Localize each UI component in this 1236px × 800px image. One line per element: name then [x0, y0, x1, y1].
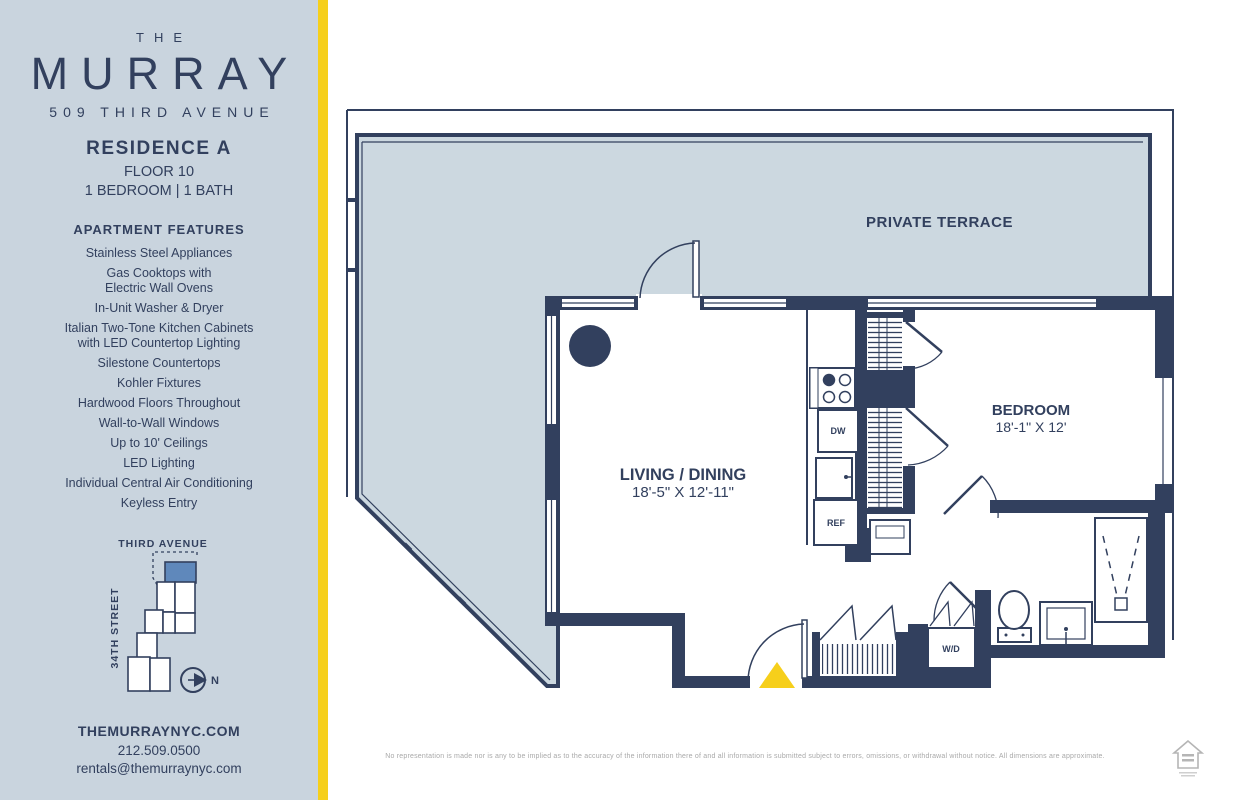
entry-door — [748, 620, 807, 688]
entry-closet — [820, 606, 896, 674]
refrigerator-icon — [814, 500, 858, 545]
living-label: LIVING / DINING — [619, 466, 747, 484]
residence-title: RESIDENCE A — [86, 138, 232, 159]
feature-line: Italian Two-Tone Kitchen Cabinets — [64, 321, 254, 335]
brand-name: MURRAY — [30, 48, 301, 99]
dining-table-icon — [569, 325, 611, 367]
living-dims: 18'-5" X 12'-11" — [632, 484, 734, 501]
terrace-label: PRIVATE TERRACE — [866, 214, 1013, 231]
contact-website[interactable]: THEMURRAYNYC.COM — [77, 723, 241, 739]
sink-vanity-icon — [1040, 602, 1092, 645]
feature-line: Hardwood Floors Throughout — [77, 396, 241, 410]
compass-north-label: N — [211, 675, 219, 687]
feature-line: Silestone Countertops — [97, 356, 221, 370]
brand-the: THE — [136, 30, 192, 45]
accent-stripe — [318, 0, 328, 800]
apartment-features — [0, 222, 318, 510]
residence-header — [0, 138, 318, 199]
disclaimer: No representation is made nor is any to be implied as to the accuracy of the information there of and all information is submitted subject to errors, omissions, or withdrawal without notice. All dimensions are approximate. — [385, 753, 1105, 760]
contact-email[interactable]: rentals@themurraynyc.com — [76, 761, 242, 776]
feature-line: Individual Central Air Conditioning — [65, 476, 253, 490]
feature-line: with LED Countertop Lighting — [77, 336, 241, 350]
feature-line: Kohler Fixtures — [116, 376, 202, 390]
dishwasher-icon — [818, 410, 858, 452]
shower-icon — [1095, 518, 1147, 622]
location-map — [55, 533, 275, 703]
bathroom — [998, 518, 1147, 645]
feature-line: Electric Wall Ovens — [105, 281, 213, 295]
map-residence-highlight — [165, 562, 196, 583]
ref-label: REF — [827, 518, 845, 528]
feature-line: LED Lighting — [123, 456, 195, 470]
feature-line: In-Unit Washer & Dryer — [94, 301, 224, 315]
contact-block — [0, 723, 318, 776]
entry-marker-icon — [759, 662, 795, 688]
map-avenue-label: THIRD AVENUE — [118, 538, 208, 550]
sidebar — [0, 0, 318, 800]
bedroom-label: BEDROOM — [991, 402, 1071, 419]
feature-line: Gas Cooktops with — [106, 266, 212, 280]
range-icon — [810, 368, 855, 408]
residence-floor: FLOOR 10 — [123, 164, 195, 180]
compass-icon — [181, 668, 219, 692]
bifold-door — [820, 606, 896, 640]
counter-edge — [806, 310, 808, 545]
dw-label: DW — [830, 426, 846, 436]
equal-housing-icon — [1174, 741, 1202, 777]
bedroom-dims: 18'-1" X 12' — [995, 419, 1067, 435]
hall-niche — [870, 520, 910, 554]
feature-line: Keyless Entry — [120, 496, 198, 510]
toilet-icon — [998, 591, 1031, 642]
sink-icon — [816, 458, 852, 498]
features-heading: APARTMENT FEATURES — [73, 222, 245, 237]
feature-line: Wall-to-Wall Windows — [98, 416, 220, 430]
wd-label: W/D — [942, 644, 960, 654]
kitchen — [806, 310, 858, 545]
contact-phone[interactable]: 212.509.0500 — [117, 743, 201, 758]
brand-address: 509 THIRD AVENUE — [49, 104, 275, 120]
residence-config: 1 BEDROOM | 1 BATH — [84, 183, 234, 199]
brand-logo — [0, 30, 318, 120]
floor-plan — [330, 0, 1236, 800]
map-street-label: 34TH STREET — [109, 587, 121, 669]
feature-line: Up to 10' Ceilings — [110, 436, 208, 450]
feature-line: Stainless Steel Appliances — [85, 246, 233, 260]
bedroom-closets — [868, 316, 948, 554]
